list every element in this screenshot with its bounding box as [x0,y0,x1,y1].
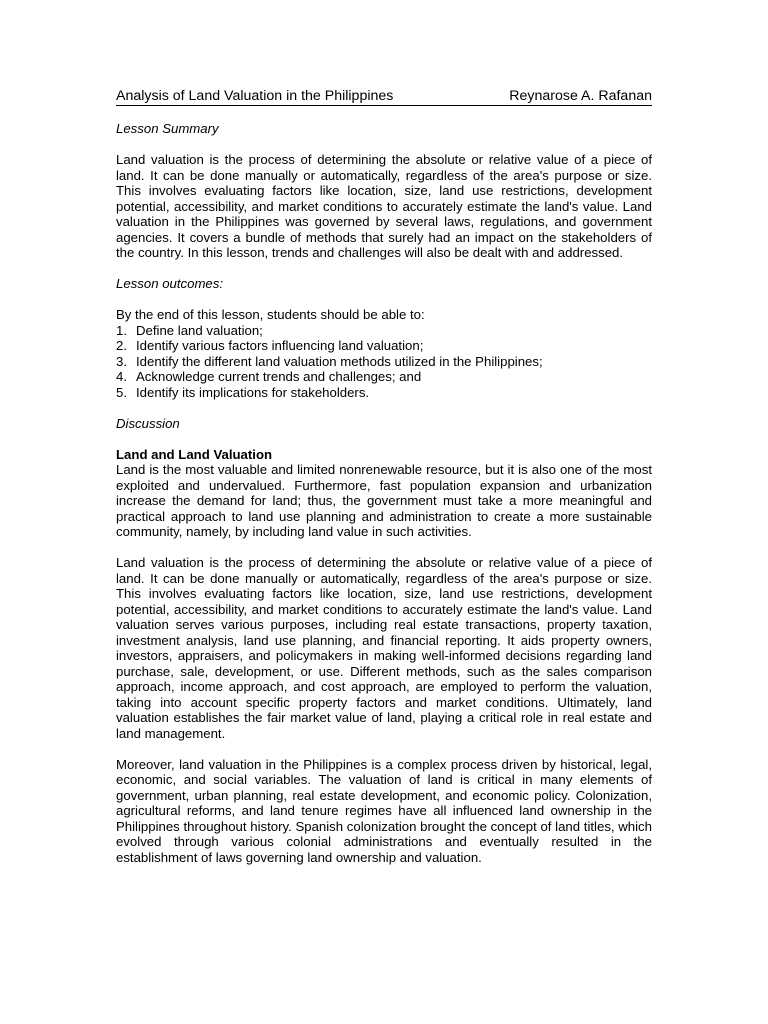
document-author: Reynarose A. Rafanan [509,88,652,104]
lesson-summary-text: Land valuation is the process of determining the absolute or relative value of a piece of land. It can be done manually or automatically, regardless of the area's purpose or size. This involves evaluating factors like location, size, land use restrictions, development potential, accessibility, and market conditions to accurately estimate the land's value. Land valuation in the Philippines was governed by several laws, regulations, and government agencies. It covers a bundle of methods that surely had an impact on the stakeholders of the country. In this lesson, trends and challenges will also be dealt with and addressed. [116,152,652,260]
list-item-text: Identify its implications for stakeholders. [136,384,370,400]
list-item-text: Define land valuation; [136,322,263,338]
lesson-summary-label: Lesson Summary [116,121,219,136]
list-item-text: Identify the different land valuation methods utilized in the Philippines; [136,353,543,369]
list-item-number: 5. [116,384,127,400]
list-item-number: 3. [116,353,127,369]
list-item [116,354,652,370]
lesson-outcomes-intro: By the end of this lesson, students should be able to: [116,307,425,322]
discussion-paragraph-1: Land is the most valuable and limited nonrenewable resource, but it is also one of the most exploited and undervalued. Furthermore, fast population expansion and urbanization increase the demand for land; thus, the government must take a more meaningful and practical approach to land use planning and administration to create a more sustainable community, namely, by including land value in such activities. [116,462,652,539]
lesson-outcomes-list [116,323,652,401]
list-item [116,385,652,401]
document-page [116,87,652,865]
list-item-text: Acknowledge current trends and challenges; and [136,369,422,384]
document-title: Analysis of Land Valuation in the Philippines [116,88,394,104]
list-item [116,369,652,385]
list-item-number: 2. [116,338,127,353]
document-header [116,87,652,106]
list-item-text: Identify various factors influencing land valuation; [136,338,424,353]
discussion-paragraph-2: Land valuation is the process of determining the absolute or relative value of a piece of land. It can be done manually or automatically, regardless of the area's purpose or size. This involves evaluating factors like location, size, land use restrictions, development potential, accessibility, and market conditions to accurately estimate the land's value. Land valuation serves various purposes, including real estate transactions, property taxation, investment analysis, land use planning, and financial reporting. It aids property owners, investors, appraisers, and policymakers in making well-informed decisions regarding land purchase, sale, development, or use. Different methods, such as the sales comparison approach, income approach, and cost approach, are employed to perform the valuation, taking into account specific property factors and market conditions. Ultimately, land valuation establishes the fair market value of land, playing a critical role in real estate and land management. [116,555,652,741]
list-item-number: 1. [116,322,127,338]
discussion-label: Discussion [116,415,180,431]
section-subheading: Land and Land Valuation [116,446,273,462]
list-item [116,338,652,354]
list-item [116,323,652,339]
discussion-paragraph-3: Moreover, land valuation in the Philippines is a complex process driven by historical, legal, economic, and social variables. The valuation of land is critical in many elements of government, urban planning, real estate development, and economic policy. Colonization, agricultural reforms, and land tenure regimes have all influenced land ownership in the Philippines throughout history. Spanish colonization brought the concept of land titles, which evolved through various colonial administrations and eventually resulted in the establishment of laws governing land ownership and valuation. [116,756,652,865]
list-item-number: 4. [116,369,127,384]
lesson-outcomes-label: Lesson outcomes: [116,276,224,291]
